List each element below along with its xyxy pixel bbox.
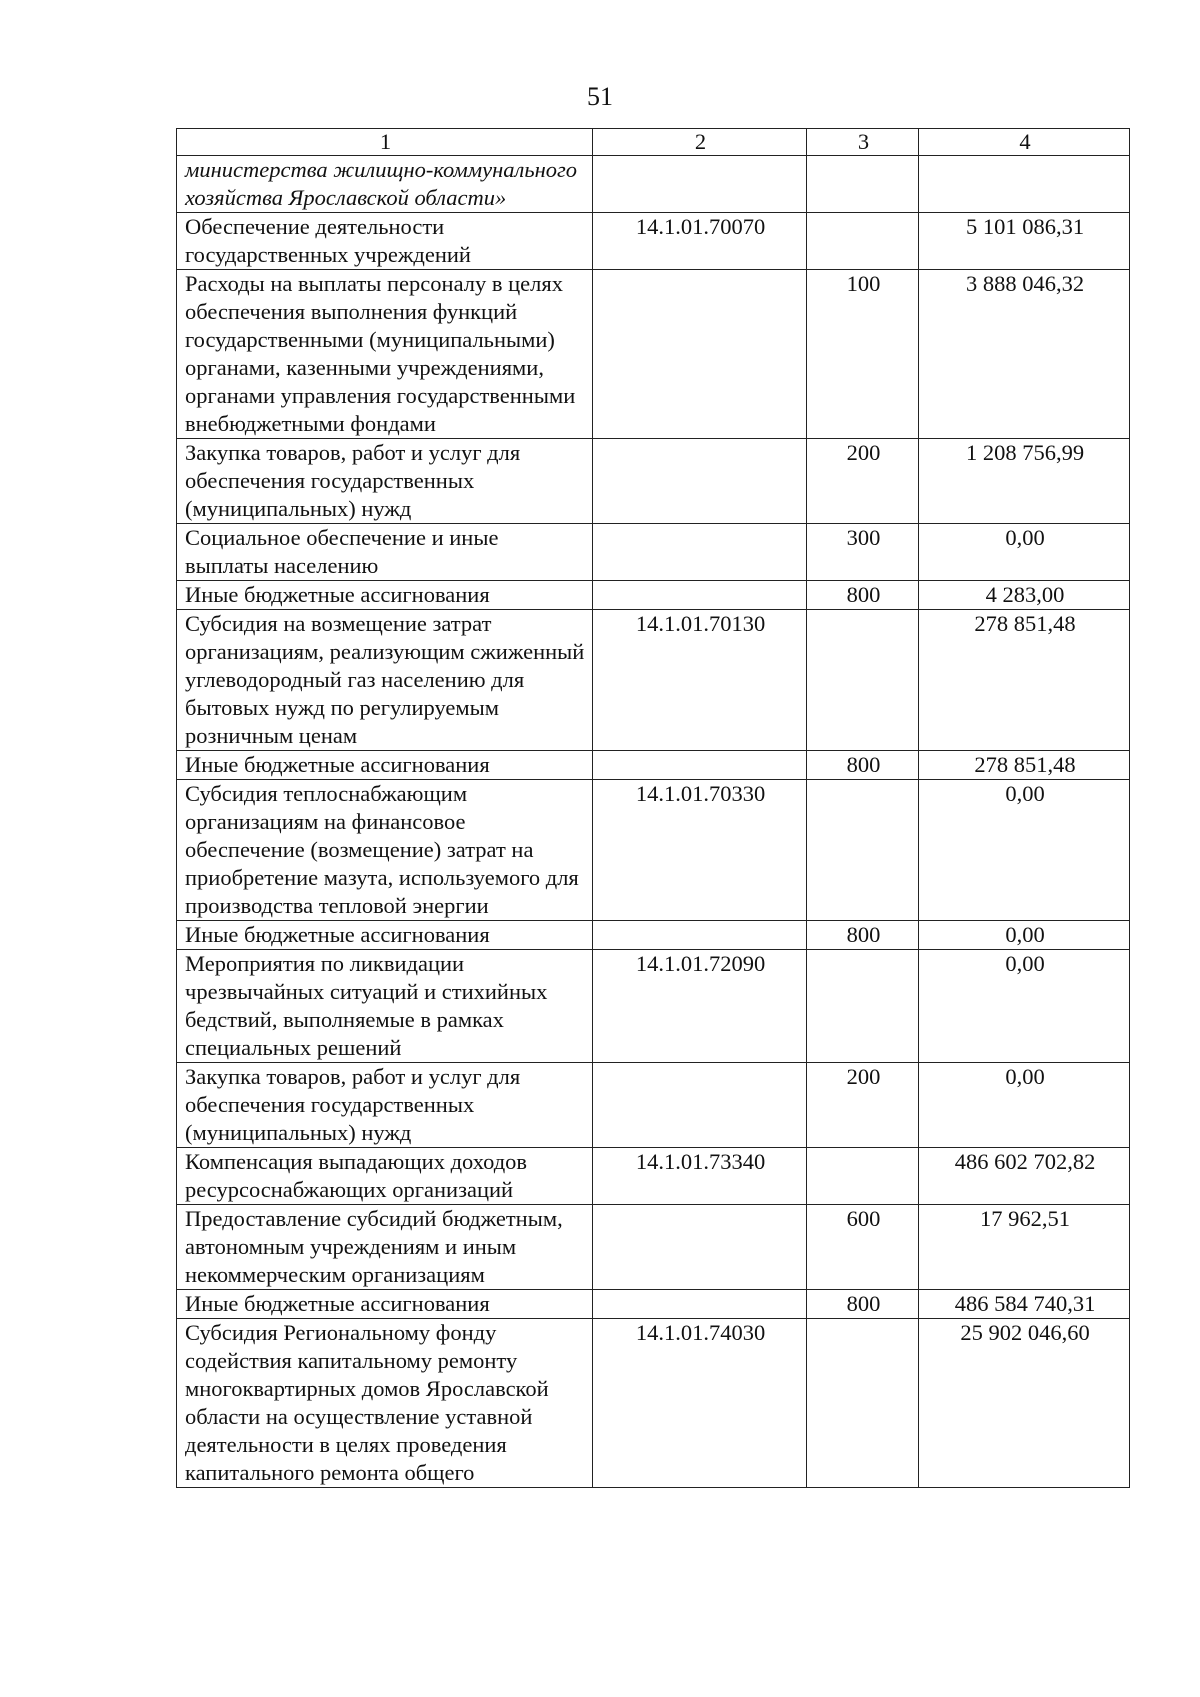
table-row [177,1319,1130,1488]
header-col-1: 1 [177,129,593,156]
budget-table [176,128,1130,1488]
table-row [177,610,1130,751]
cell-amount: 0,00 [919,921,1130,950]
cell-name: Расходы на выплаты персоналу в целях обеспечения выполнения функций государственными (муниципальными) органами, казенными учреждениями, органами управления государственными внебюджетными фондами [177,270,593,439]
cell-amount: 0,00 [919,1063,1130,1148]
table-row [177,581,1130,610]
cell-name: Социальное обеспечение и иные выплаты населению [177,524,593,581]
table-row [177,921,1130,950]
table-row [177,1290,1130,1319]
cell-name: Иные бюджетные ассигнования [177,581,593,610]
table-row [177,213,1130,270]
cell-code: 14.1.01.72090 [593,950,807,1063]
cell-code: 14.1.01.70070 [593,213,807,270]
cell-expense-type [807,1319,919,1488]
cell-expense-type: 800 [807,921,919,950]
cell-name: Мероприятия по ликвидации чрезвычайных ситуаций и стихийных бедствий, выполняемые в рамках специальных решений [177,950,593,1063]
cell-name: Предоставление субсидий бюджетным, автономным учреждениям и иным некоммерческим организациям [177,1205,593,1290]
table-row [177,439,1130,524]
cell-name: министерства жилищно-коммунального хозяйства Ярославской области» [177,156,593,213]
cell-name: Закупка товаров, работ и услуг для обеспечения государственных (муниципальных) нужд [177,1063,593,1148]
cell-expense-type: 800 [807,581,919,610]
table-row [177,270,1130,439]
cell-expense-type: 200 [807,439,919,524]
header-row [177,129,1130,156]
header-col-3: 3 [807,129,919,156]
cell-code: 14.1.01.73340 [593,1148,807,1205]
cell-amount: 25 902 046,60 [919,1319,1130,1488]
cell-code [593,921,807,950]
cell-amount: 1 208 756,99 [919,439,1130,524]
cell-code [593,1290,807,1319]
cell-name: Закупка товаров, работ и услуг для обеспечения государственных (муниципальных) нужд [177,439,593,524]
cell-name: Компенсация выпадающих доходов ресурсоснабжающих организаций [177,1148,593,1205]
table-row [177,524,1130,581]
cell-name: Иные бюджетные ассигнования [177,921,593,950]
cell-expense-type [807,156,919,213]
cell-name: Субсидия на возмещение затрат организациям, реализующим сжиженный углеводородный газ населению для бытовых нужд по регулируемым розничным ценам [177,610,593,751]
cell-code [593,156,807,213]
cell-code [593,270,807,439]
cell-amount: 0,00 [919,950,1130,1063]
cell-amount: 278 851,48 [919,751,1130,780]
cell-amount: 17 962,51 [919,1205,1130,1290]
cell-expense-type: 600 [807,1205,919,1290]
cell-code [593,439,807,524]
cell-code [593,1205,807,1290]
cell-code: 14.1.01.70330 [593,780,807,921]
cell-name: Иные бюджетные ассигнования [177,751,593,780]
cell-amount: 486 602 702,82 [919,1148,1130,1205]
cell-expense-type: 800 [807,751,919,780]
cell-name: Иные бюджетные ассигнования [177,1290,593,1319]
cell-code [593,524,807,581]
cell-name: Субсидия Региональному фонду содействия капитальному ремонту многоквартирных домов Ярославской области на осуществление уставной деятельности в целях проведения капитального ремонта общего [177,1319,593,1488]
cell-code: 14.1.01.74030 [593,1319,807,1488]
cell-amount: 0,00 [919,524,1130,581]
table-row [177,1063,1130,1148]
cell-amount: 278 851,48 [919,610,1130,751]
cell-expense-type: 300 [807,524,919,581]
cell-amount [919,156,1130,213]
cell-name: Обеспечение деятельности государственных учреждений [177,213,593,270]
cell-expense-type [807,213,919,270]
cell-code [593,581,807,610]
cell-amount: 0,00 [919,780,1130,921]
cell-expense-type [807,950,919,1063]
table-row [177,1205,1130,1290]
table-row [177,950,1130,1063]
cell-expense-type: 800 [807,1290,919,1319]
cell-code: 14.1.01.70130 [593,610,807,751]
cell-expense-type [807,1148,919,1205]
cell-amount: 4 283,00 [919,581,1130,610]
table-row [177,1148,1130,1205]
header-col-2: 2 [593,129,807,156]
table-row [177,751,1130,780]
cell-amount: 3 888 046,32 [919,270,1130,439]
cell-amount: 5 101 086,31 [919,213,1130,270]
table-body [177,156,1130,1488]
cell-name: Субсидия теплоснабжающим организациям на финансовое обеспечение (возмещение) затрат на приобретение мазута, используемого для производства тепловой энергии [177,780,593,921]
cell-amount: 486 584 740,31 [919,1290,1130,1319]
cell-code [593,751,807,780]
table-row [177,780,1130,921]
cell-expense-type [807,780,919,921]
cell-expense-type: 100 [807,270,919,439]
table-row [177,156,1130,213]
cell-code [593,1063,807,1148]
header-col-4: 4 [919,129,1130,156]
cell-expense-type: 200 [807,1063,919,1148]
cell-expense-type [807,610,919,751]
page-number: 51 [587,82,613,111]
